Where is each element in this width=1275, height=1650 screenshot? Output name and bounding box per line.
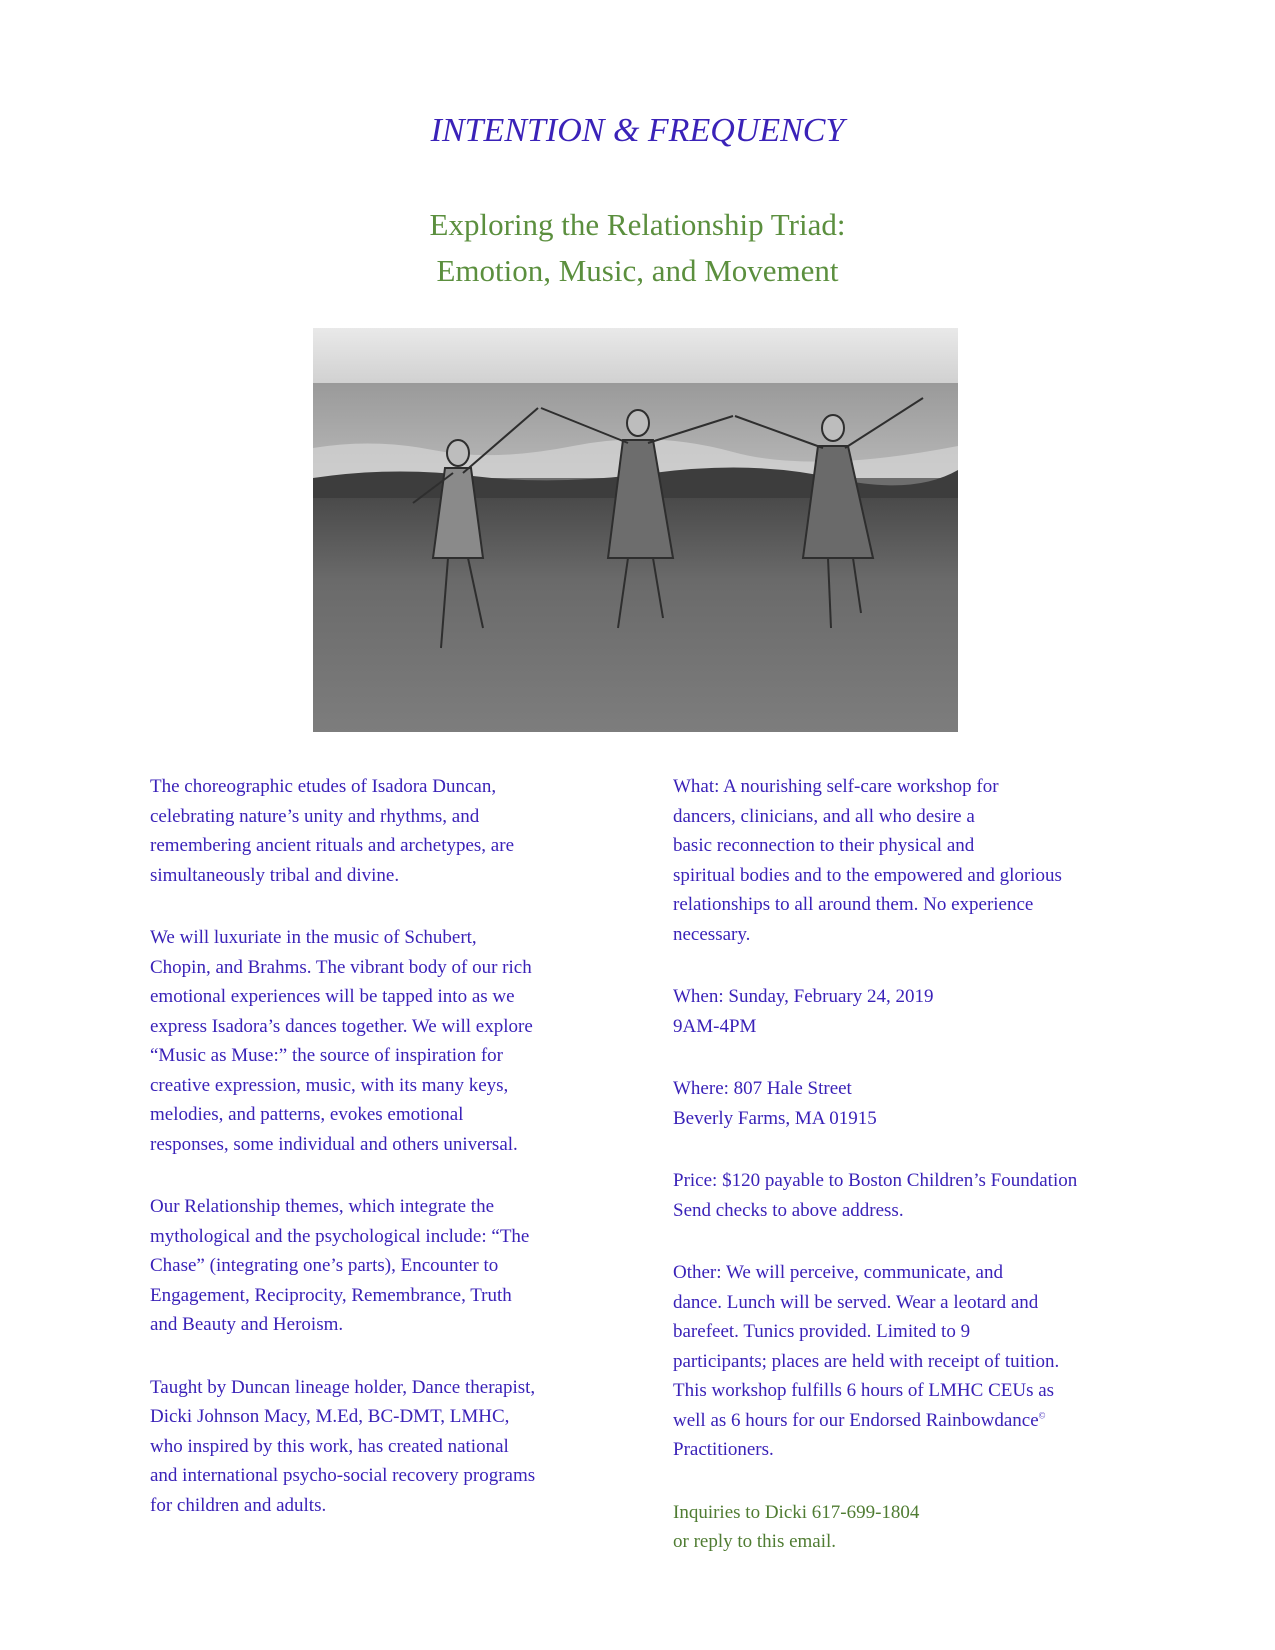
subtitle-line-1: Exploring the Relationship Triad:	[429, 207, 846, 242]
inquiries-paragraph: Inquiries to Dicki 617-699-1804 or reply to this email.	[673, 1501, 920, 1552]
themes-paragraph: Our Relationship themes, which integrate the mythological and the psychological include: “The Chase” (integrating one’s parts), Encounter to Engagement, Reciprocity, Remembrance, Truth and Beauty and Heroism.	[150, 1196, 530, 1335]
teacher-paragraph: Taught by Duncan lineage holder, Dance therapist, Dicki Johnson Macy, M.Ed, BC-DMT, LMHC, who inspired by this work, has created national and international psycho-social recovery programs for children and adults.	[150, 1376, 536, 1516]
other-text-tail: Practitioners.	[673, 1439, 774, 1460]
details-column	[673, 772, 1173, 1590]
dancers-photo-illustration	[313, 328, 958, 732]
dancers-photo	[313, 328, 958, 732]
other-paragraph	[673, 1258, 1173, 1465]
intro-paragraph: The choreographic etudes of Isadora Duncan, celebrating nature’s unity and rhythms, and remembering ancient rituals and archetypes, are simultaneously tribal and divine.	[150, 776, 514, 886]
price-paragraph: Price: $120 payable to Boston Children’s Foundation Send checks to above address.	[673, 1170, 1078, 1221]
page-title: INTENTION & FREQUENCY	[430, 112, 845, 149]
copyright-mark: ©	[1038, 1410, 1046, 1421]
subtitle-line-2: Emotion, Music, and Movement	[436, 253, 839, 288]
music-paragraph: We will luxuriate in the music of Schubert, Chopin, and Brahms. The vibrant body of our rich emotional experiences will be tapped into as we express Isadora’s dances together. We will explore “Music as Muse:” the source of inspiration for creative expression, music, with its many keys, melodies, and patterns, evokes emotional responses, some individual and others universal.	[150, 927, 533, 1155]
where-paragraph: Where: 807 Hale Street Beverly Farms, MA 01915	[673, 1078, 877, 1129]
when-paragraph: When: Sunday, February 24, 2019 9AM-4PM	[673, 986, 934, 1037]
description-column	[150, 772, 610, 1553]
other-text: Other: We will perceive, communicate, and dance. Lunch will be served. Wear a leotard and barefeet. Tunics provided. Limited to 9 participants; places are held with receipt of tuition. This workshop fulfills 6 hours of LMHC CEUs as well as 6 hours for our Endorsed Rainbowdance	[673, 1262, 1060, 1431]
page-subtitle	[0, 202, 1275, 294]
what-paragraph: What: A nourishing self-care workshop for dancers, clinicians, and all who desire a basic reconnection to their physical and spiritual bodies and to the empowered and glorious relationships to all around them. No experience necessary.	[673, 776, 1062, 945]
